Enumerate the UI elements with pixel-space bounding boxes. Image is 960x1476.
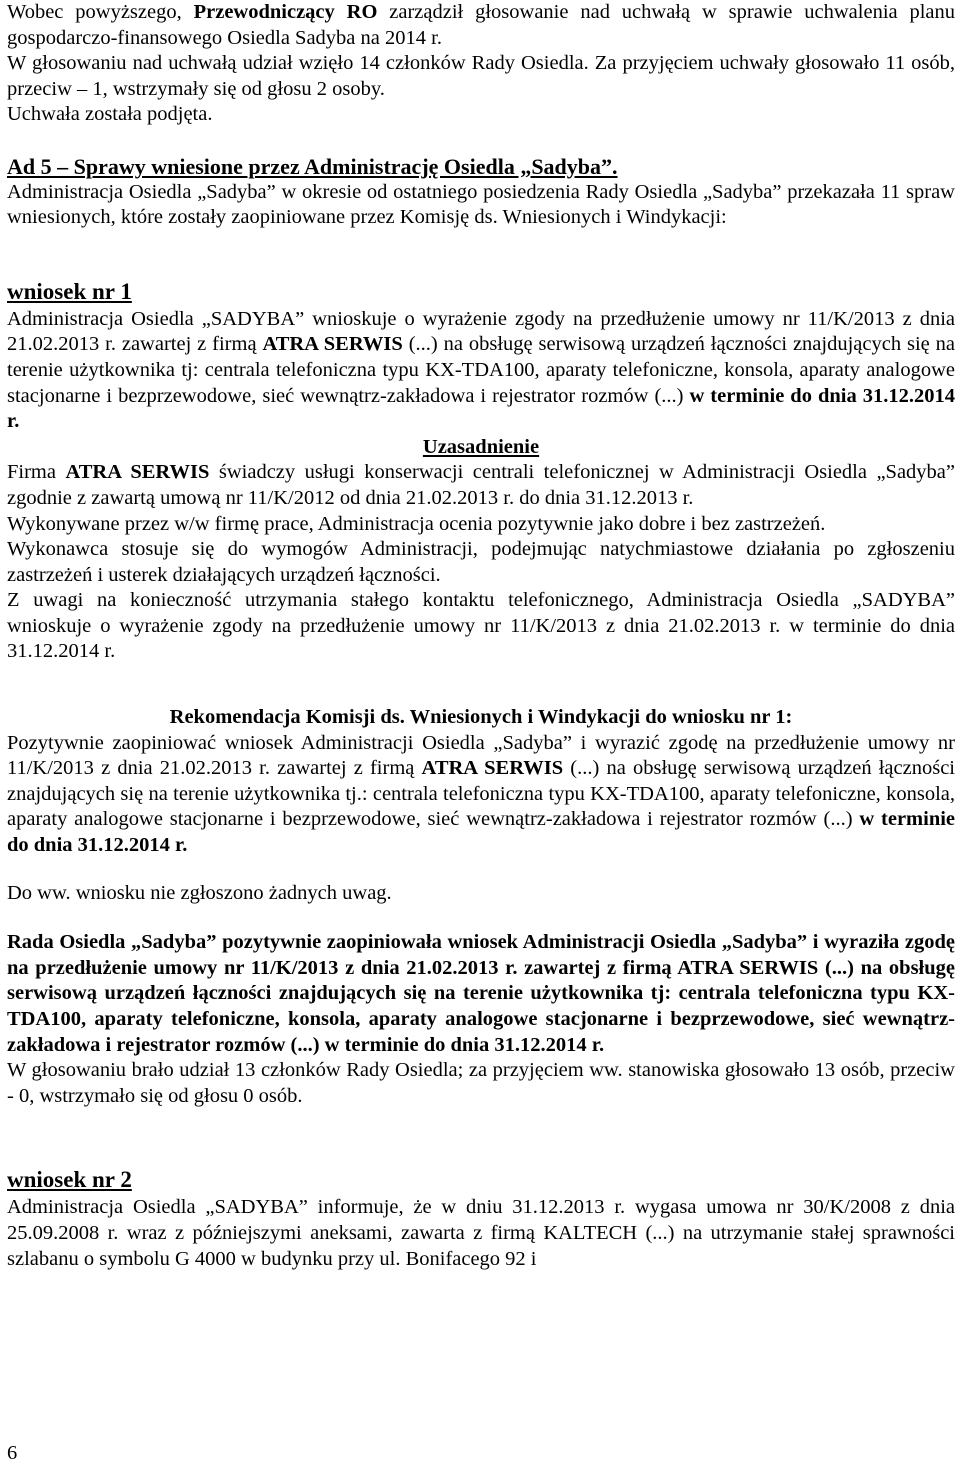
no-remarks: Do ww. wniosku nie zgłoszono żadnych uwag.	[7, 881, 392, 904]
wniosek-2-body: Administracja Osiedla „SADYBA” informuje, że w dniu 31.12.2013 r. wygasa umowa nr 30/K/2008 z dnia 25.09.2008 r. wraz z późniejszymi aneksami, zawarta z firmą KALTECH (...) na utrzymanie stałej sprawności szlabanu o symbolu G 4000 w budynku przy ul. Bonifacego 92 i	[7, 1196, 955, 1270]
uzasadnienie-title: Uzasadnienie	[422, 435, 540, 458]
document-page	[7, 0, 955, 1272]
para-voting-result: W głosowaniu nad uchwałą udział wzięło 14 członków Rady Osiedla. Za przyjęciem uchwały głosowało 11 osób, przeciw – 1, wstrzymały się od głosu 2 osoby.	[7, 52, 955, 100]
text-run: (...) na obsługę serwisową urządzeń łączności znajdujących się na terenie użytkownika tj: centrala telefoniczna typu KX-TDA100, aparaty telefoniczne, konsola, aparaty analogowe stacjonarne i bezprzewodowe, sieć wewnątrz-zakładowa i rejestrator rozmów (...)	[7, 333, 955, 407]
rekomendacja-body	[7, 731, 955, 859]
para-voting-decision	[7, 0, 955, 51]
section-5-intro: Administracja Osiedla „Sadyba” w okresie od ostatniego posiedzenia Rady Osiedla „Sadyba” przekazała 11 spraw wniesionych, które zostały zaopiniowane przez Komisję ds. Wniesionych i Windykacji:	[7, 180, 955, 229]
text-run: (...) na obsługę serwisową urządzeń łączności znajdujących się na terenie użytkownika tj.: centrala telefoniczna typu KX-TDA100, aparaty telefoniczne, konsola, aparaty analogowe stacjonarne i bezprzewodowe, sieć wewnątrz-zakładowa i rejestrator rozmów (...)	[7, 757, 955, 831]
text-run: świadczy usługi konserwacji centrali telefonicznej w Administracji Osiedla „Sadyba” zgodnie z zawartą umową nr 11/K/2012 od dnia 21.02.2013 r. do dnia 31.12.2013 r.	[7, 461, 956, 509]
company-name: ATRA SERWIS	[421, 757, 564, 780]
text-run: Administracja Osiedla „SADYBA” wnioskuje o wyrażenie zgody na przedłużenie umowy nr 11/K/2013 z dnia 21.02.2013 r. zawartej z firmą	[7, 307, 955, 356]
company-name: ATRA SERWIS	[65, 461, 210, 484]
wniosek-2-heading: wniosek nr 2	[7, 1167, 132, 1193]
uzasadnienie-para-4: Z uwagi na konieczność utrzymania stałego kontaktu telefonicznego, Administracja Osiedla „SADYBA” wnioskuje o wyrażenie zgody na przedłużenie umowy nr 11/K/2013 z dnia 21.02.2013 r. w terminie do dnia 31.12.2014 r.	[7, 589, 955, 663]
council-decision: Rada Osiedla „Sadyba” pozytywnie zaopiniowała wniosek Administracji Osiedla „Sadyba” i wyraziła zgodę na przedłużenie umowy nr 11/K/2013 z dnia 21.02.2013 r. zawartej z firmą ATRA SERWIS (...) na obsługę serwisową urządzeń łączności znajdujących się na terenie użytkownika tj: centrala telefoniczna typu KX-TDA100, aparaty telefoniczne, konsola, aparaty analogowe stacjonarne i bezprzewodowe, sieć wewnątrz-zakładowa i rejestrator rozmów (...) w terminie do dnia 31.12.2014 r.	[7, 931, 955, 1056]
page-number: 6	[7, 1442, 18, 1464]
wniosek-1-heading: wniosek nr 1	[7, 278, 132, 304]
para-resolution-adopted: Uchwała została podjęta.	[7, 103, 213, 126]
text-run: Wobec powyższego,	[7, 1, 194, 23]
text-run: Pozytywnie zaopiniować wniosek Administracji Osiedla „Sadyba” i wyrazić zgodę na przedłużenie umowy nr 11/K/2013 z dnia 21.02.2013 r. zawartej z firmą	[7, 731, 955, 780]
uzasadnienie-para-1	[7, 460, 955, 511]
uzasadnienie-para-2: Wykonywane przez w/w firmę prace, Administracja ocenia pozytywnie jako dobre i bez zastrzeżeń.	[7, 512, 826, 535]
deadline: w terminie do dnia 31.12.2014 r.	[7, 808, 956, 857]
chairman-name: Przewodniczący RO	[193, 1, 378, 23]
uzasadnienie-para-3: Wykonawca stosuje się do wymogów Administracji, podejmując natychmiastowe działania po zgłoszeniu zastrzeżeń i usterek działających urządzeń łączności.	[7, 538, 955, 586]
company-name: ATRA SERWIS	[262, 333, 403, 356]
text-run: Firma	[7, 461, 66, 484]
section-5-heading: Ad 5 – Sprawy wniesione przez Administrację Osiedla „Sadyba”.	[7, 153, 618, 179]
wniosek-1-body	[7, 307, 955, 435]
rekomendacja-title: Rekomendacja Komisji ds. Wniesionych i Windykacji do wniosku nr 1:	[169, 706, 793, 729]
council-voting-result: W głosowaniu brało udział 13 członków Rady Osiedla; za przyjęciem ww. stanowiska głosowało 13 osób, przeciw - 0, wstrzymało się od głosu 0 osób.	[7, 1059, 955, 1107]
deadline: w terminie do dnia 31.12.2014 r.	[7, 384, 955, 433]
text-run: zarządził głosowanie nad uchwałą w sprawie uchwalenia planu gospodarczo-finansowego Osiedla Sadyba na 2014 r.	[7, 1, 956, 49]
